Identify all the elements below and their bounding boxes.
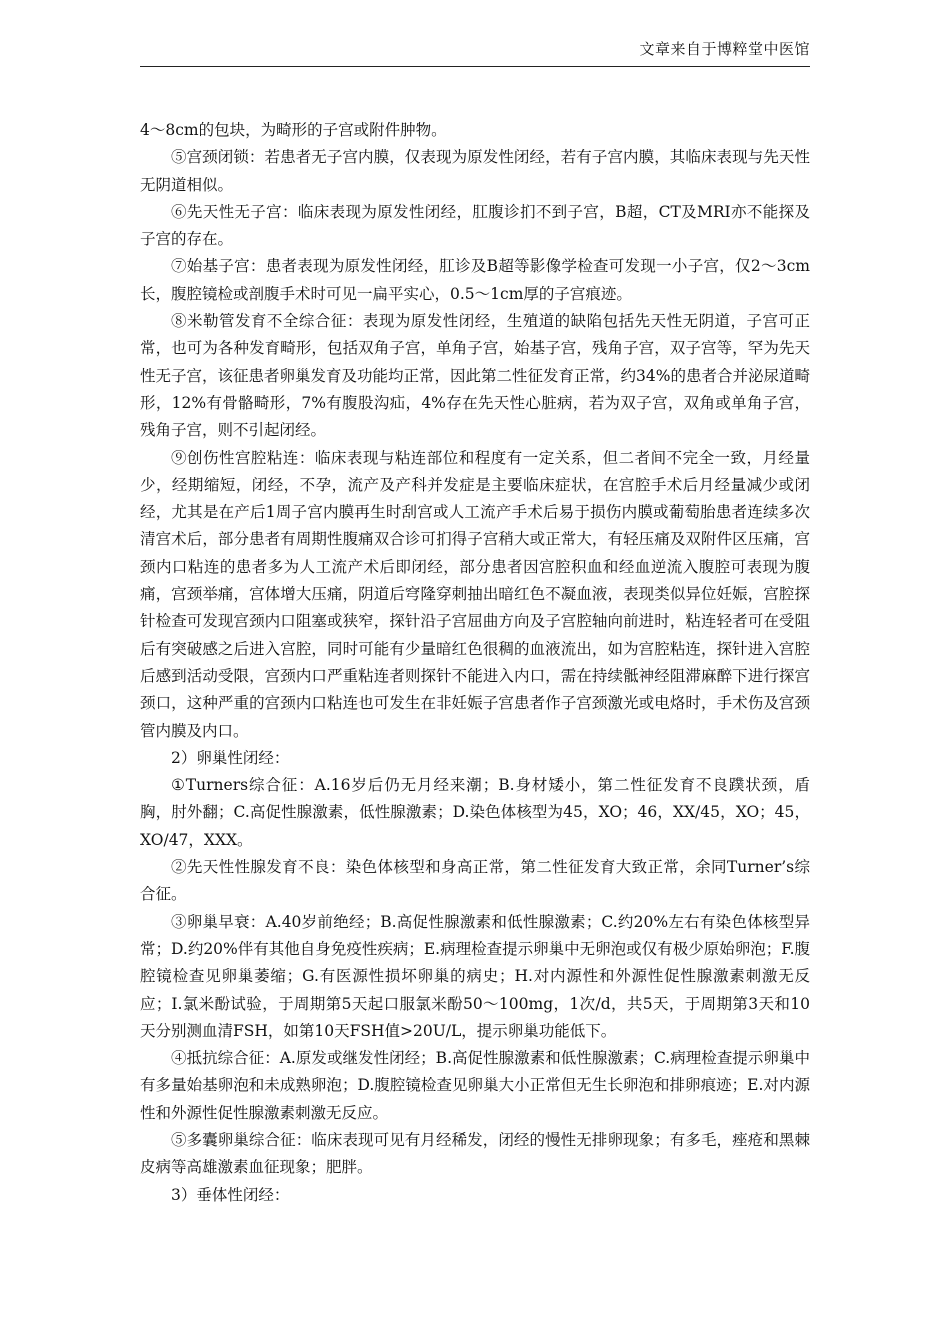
paragraph-polycystic-ovary-syndrome: ⑤多囊卵巢综合征：临床表现可见有月经稀发，闭经的慢性无排卵现象；有多毛，痤疮和黑棘皮病等高雄激素血征现象；肥胖。	[140, 1130, 810, 1177]
paragraph-resistant-ovary-syndrome: ④抵抗综合征：A.原发或继发性闭经；B.高促性腺激素和低性腺激素；C.病理检查提示卵巢中有多量始基卵泡和未成熟卵泡；D.腹腔镜检查见卵巢大小正常但无生长卵泡和排卵痕迹；E.对内源性和外源性促性腺激素刺激无反应。	[140, 1049, 810, 1122]
paragraph-turner-syndrome: ①Turners综合征：A.16岁后仍无月经来潮；B.身材矮小，第二性征发育不良蹼状颈，盾胸，肘外翻；C.高促性腺激素，低性腺激素；D.染色体核型为45，XO；46，XX/45，XO；45，XO/47，XXX。	[140, 776, 810, 849]
header-divider	[140, 66, 810, 67]
page-header-source: 文章来自于博粹堂中医馆	[639, 40, 810, 58]
paragraph-mullerian-agenesis: ⑧米勒管发育不全综合征：表现为原发性闭经，生殖道的缺陷包括先天性无阴道，子宫可正常，也可为各种发育畸形，包括双角子宫，单角子宫，始基子宫，残角子宫，双子宫等，罕为先天性无子宫，该征患者卵巢发育及功能均正常，因此第二性征发育正常，约34%的患者合并泌尿道畸形，12%有骨骼畸形，7%有腹股沟疝，4%存在先天性心脏病，若为双子宫，双角或单角子宫，残角子宫，则不引起闭经。	[140, 312, 810, 440]
paragraph-gonadal-dysgenesis: ②先天性性腺发育不良：染色体核型和身高正常，第二性征发育大致正常，余同Turner’s综合征。	[140, 858, 810, 904]
paragraph-premature-ovarian-failure: ③卵巢早衰：A.40岁前绝经；B.高促性腺激素和低性腺激素；C.约20%左右有染色体核型异常；D.约20%伴有其他自身免疫性疾病；E.病理检查提示卵巢中无卵泡或仅有极少原始卵泡；F.腹腔镜检查见卵巢萎缩；G.有医源性损坏卵巢的病史；H.对内源性和外源性促性腺激素刺激无反应；I.氯米酚试验，于周期第5天起口服氯米酚50～100mg，1次/d，共5天，于周期第3天和10天分别测血清FSH，如第10天FSH值>20U/L，提示卵巢功能低下。	[140, 912, 810, 1040]
document-body	[140, 117, 810, 1209]
paragraph-congenital-absence-uterus: ⑥先天性无子宫：临床表现为原发性闭经，肛腹诊扪不到子宫，B超，CT及MRI亦不能探及子宫的存在。	[140, 202, 810, 249]
section-heading-pituitary-amenorrhea: 3）垂体性闭经：	[171, 1185, 290, 1204]
paragraph-cervical-atresia: ⑤宫颈闭锁：若患者无子宫内膜，仅表现为原发性闭经，若有子宫内膜，其临床表现与先天性无阴道相似。	[140, 148, 810, 194]
section-heading-ovarian-amenorrhea: 2）卵巢性闭经：	[171, 748, 290, 767]
paragraph-mass-continuation: 4～8cm的包块，为畸形的子宫或附件肿物。	[140, 121, 447, 139]
paragraph-intrauterine-adhesion: ⑨创伤性宫腔粘连：临床表现与粘连部位和程度有一定关系，但二者间不完全一致，月经量少，经期缩短，闭经，不孕，流产及产科并发症是主要临床症状，在宫腔手术后月经量减少或闭经，尤其是在产后1周子宫内膜再生时刮宫或人工流产手术后易于损伤内膜或葡萄胎患者连续多次清宫术后，部分患者有周期性腹痛双合诊可扪得子宫稍大或正常大，有轻压痛及双附件区压痛，宫颈内口粘连的患者多为人工流产术后即闭经，部分患者因宫腔积血和经血逆流入腹腔可表现为腹痛，宫颈举痛，宫体增大压痛，阴道后穹隆穿刺抽出暗红色不凝血液，表现类似异位妊娠，宫腔探针检查可发现宫颈内口阻塞或狭窄，探针沿子宫屈曲方向及子宫腔轴向前进时，粘连轻者可在受阻后有突破感之后进入宫腔，同时可能有少量暗红色很稠的血液流出，如为宫腔粘连，探针进入宫腔后感到活动受限，宫颈内口严重粘连者则探针不能进入内口，需在持续骶神经阻滞麻醉下进行探宫颈口，这种严重的宫颈内口粘连也可发生在非妊娠子宫患者作子宫颈激光或电烙时，手术伤及宫颈管内膜及内口。	[140, 448, 810, 740]
paragraph-rudimentary-uterus: ⑦始基子宫：患者表现为原发性闭经，肛诊及B超等影像学检查可发现一小子宫，仅2～3cm长，腹腔镜检或剖腹手术时可见一扁平实心，0.5～1cm厚的子宫痕迹。	[140, 257, 810, 303]
